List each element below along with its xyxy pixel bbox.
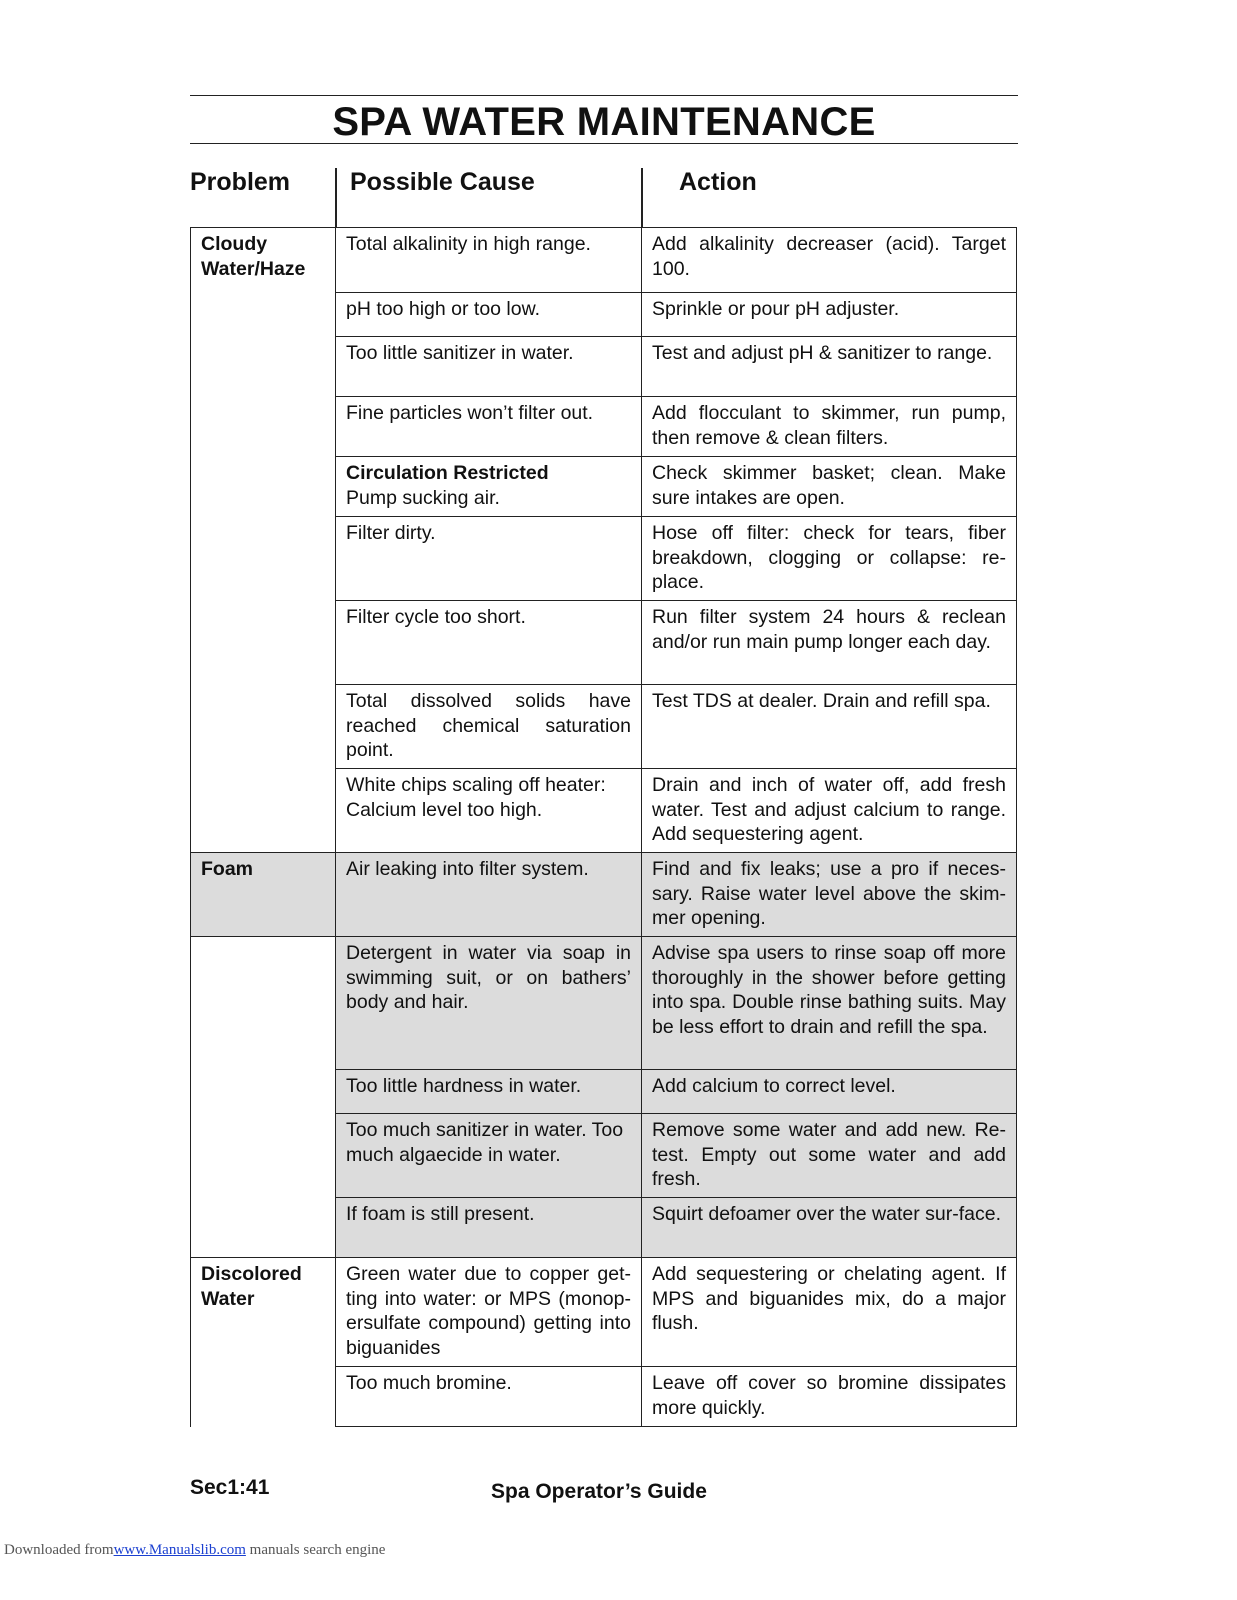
guide-title: Spa Operator’s Guide [491, 1480, 707, 1503]
cause-cell [336, 457, 642, 517]
action-cell: Sprinkle or pour pH adjuster. [642, 293, 1017, 337]
header-possible-cause: Possible Cause [350, 168, 535, 196]
cause-cell: Filter dirty. [336, 517, 642, 601]
action-cell: Test TDS at dealer. Drain and refill spa. [642, 685, 1017, 769]
cause-cell: If foam is still present. [336, 1198, 642, 1258]
cause-cell: Too much sanitizer in water. Too much algaecide in water. [336, 1114, 642, 1198]
cause-heading: Circulation Restricted [346, 462, 549, 484]
watermark-prefix: Downloaded from [4, 1542, 114, 1558]
header-divider-2 [641, 168, 643, 227]
cause-cell: Too little hardness in water. [336, 1070, 642, 1114]
table-row [191, 853, 1017, 937]
problem-cloudy-water: Cloudy Water/Haze [191, 228, 336, 853]
top-rule [190, 95, 1018, 96]
table-row [191, 937, 1017, 1070]
action-cell: Add sequestering or chelating agent. If MPS and biguanides mix, do a major flush. [642, 1258, 1017, 1367]
page-title: SPA WATER MAINTENANCE [332, 100, 876, 144]
cause-text: Pump sucking air. [346, 486, 500, 509]
cause-cell: Detergent in water via soap in swimming suit, or on bathers’ body and hair. [336, 937, 642, 1070]
cause-cell: Total dissolved solids have reached chemical saturation point. [336, 685, 642, 769]
action-cell: Add calcium to correct level. [642, 1070, 1017, 1114]
maintenance-table [190, 227, 1017, 1427]
cause-cell: pH too high or too low. [336, 293, 642, 337]
header-problem: Problem [190, 168, 291, 196]
table-row [191, 228, 1017, 293]
action-cell: Run filter system 24 hours & reclean and/or run main pump longer each day. [642, 601, 1017, 685]
header-action: Action [679, 168, 757, 196]
cause-cell: White chips scaling off heater: Calcium level too high. [336, 769, 642, 853]
watermark-suffix: manuals search engine [245, 1542, 386, 1558]
cause-cell: Too much bromine. [336, 1367, 642, 1427]
action-cell: Hose off filter: check for tears, fiber breakdown, clogging or collapse: re-place. [642, 517, 1017, 601]
cause-cell: Air leaking into filter system. [336, 853, 642, 937]
action-cell: Advise spa users to rinse soap off more thoroughly in the shower before getting into spa. Double rinse bathing suits. May be less effort to drain and refill the spa. [642, 937, 1017, 1070]
action-cell: Remove some water and add new. Re-test. Empty out some water and add fresh. [642, 1114, 1017, 1198]
problem-discolored-water: Discolored Water [191, 1258, 336, 1427]
action-cell: Add flocculant to skimmer, run pump, then remove & clean filters. [642, 397, 1017, 457]
section-number: Sec1:41 [190, 1476, 270, 1499]
manualslib-link[interactable]: www.Manualslib.com [113, 1542, 246, 1558]
action-cell: Squirt defoamer over the water sur-face. [642, 1198, 1017, 1258]
cause-cell: Filter cycle too short. [336, 601, 642, 685]
download-watermark [4, 1542, 385, 1559]
action-cell: Add alkalinity decreaser (acid). Target 100. [642, 228, 1017, 293]
action-cell: Find and fix leaks; use a pro if neces-sary. Raise water level above the skim-mer opening. [642, 853, 1017, 937]
cause-cell: Fine particles won’t filter out. [336, 397, 642, 457]
title-underline [190, 143, 1018, 144]
problem-foam-continued [191, 937, 336, 1258]
header-divider-1 [335, 168, 337, 227]
cause-cell: Green water due to copper get-ting into water: or MPS (monop-ersulfate compound) getting into biguanides [336, 1258, 642, 1367]
action-cell: Check skimmer basket; clean. Make sure intakes are open. [642, 457, 1017, 517]
action-cell: Leave off cover so bromine dissipates more quickly. [642, 1367, 1017, 1427]
action-cell: Test and adjust pH & sanitizer to range. [642, 337, 1017, 397]
action-cell: Drain and inch of water off, add fresh water. Test and adjust calcium to range. Add sequestering agent. [642, 769, 1017, 853]
table-row [191, 1258, 1017, 1367]
cause-cell: Too little sanitizer in water. [336, 337, 642, 397]
problem-foam: Foam [191, 853, 336, 937]
cause-cell: Total alkalinity in high range. [336, 228, 642, 293]
